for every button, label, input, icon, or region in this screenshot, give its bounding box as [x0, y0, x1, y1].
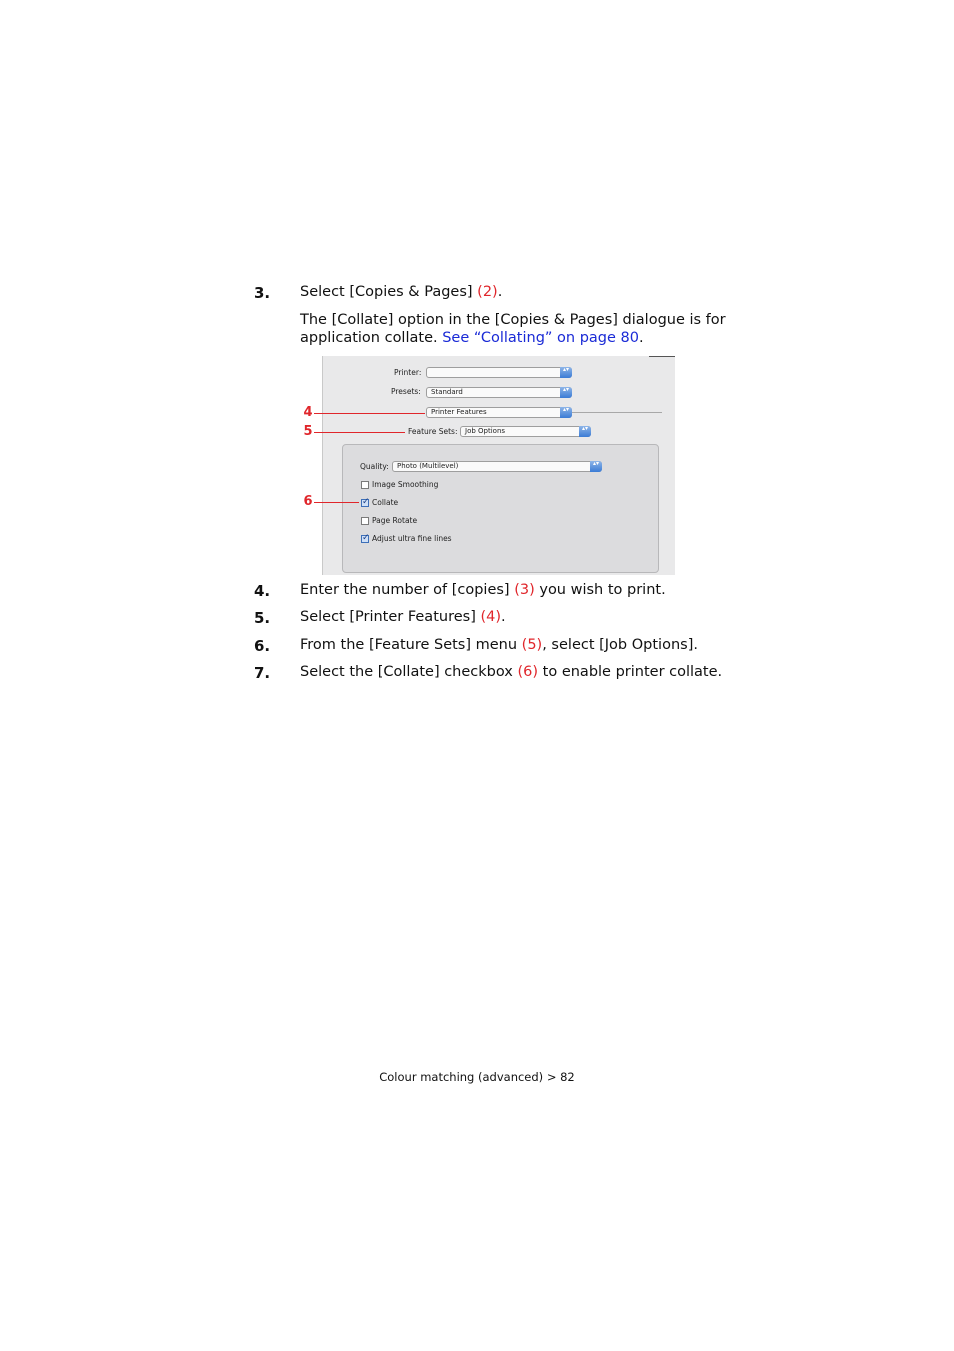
checkmark-icon: ✓ — [362, 533, 370, 543]
ref-2: (2) — [477, 284, 498, 300]
printer-popup[interactable] — [426, 367, 572, 378]
ref-4: (4) — [480, 609, 502, 625]
ref-5: (5) — [521, 637, 543, 653]
step-7-number: 7. — [254, 664, 271, 682]
page-footer: Colour matching (advanced) > 82 — [379, 1070, 575, 1084]
adjust-fine-lines-checkbox[interactable] — [361, 535, 369, 543]
callout-4: 4 — [303, 405, 313, 420]
checkmark-icon: ✓ — [362, 497, 370, 507]
popup-arrows-icon: ▴▾ — [590, 461, 602, 472]
step-5-text: Select [Printer Features] (4). — [300, 609, 506, 625]
ref-6: (6) — [517, 664, 539, 680]
step-3-number: 3. — [254, 284, 271, 302]
collate-note: The [Collate] option in the [Copies & Pages] dialogue is for application collate. See “Collating” on page 80. — [300, 312, 726, 346]
popup-arrows-icon: ▴▾ — [579, 426, 591, 437]
image-smoothing-checkbox[interactable] — [361, 481, 369, 489]
popup-arrows-icon: ▴▾ — [560, 407, 572, 418]
feature-sets-popup[interactable]: Job Options ▴▾ — [460, 426, 591, 437]
feature-sets-label: Feature Sets: — [408, 427, 458, 436]
step-4-number: 4. — [254, 582, 271, 600]
presets-label: Presets: — [391, 387, 421, 396]
pane-popup[interactable]: Printer Features ▴▾ — [426, 407, 572, 418]
job-options-group — [342, 444, 659, 573]
callout-5-line — [314, 432, 405, 433]
ref-3: (3) — [514, 582, 535, 598]
callout-4-line — [314, 413, 425, 414]
quality-label: Quality: — [360, 462, 389, 471]
step-5-number: 5. — [254, 609, 271, 627]
callout-6-line — [314, 502, 359, 503]
collate-checkbox[interactable] — [361, 499, 369, 507]
separator-line — [572, 412, 662, 413]
step-6-number: 6. — [254, 637, 271, 655]
collate-label: Collate — [372, 498, 399, 507]
divider — [649, 356, 675, 357]
callout-5: 5 — [303, 424, 313, 439]
print-dialog-screenshot — [322, 356, 675, 575]
printer-label: Printer: — [394, 368, 422, 377]
quality-popup[interactable]: Photo (Multilevel) ▴▾ — [392, 461, 602, 472]
callout-6: 6 — [303, 494, 313, 509]
image-smoothing-label: Image Smoothing — [372, 480, 439, 489]
step-6-text: From the [Feature Sets] menu (5), select [Job Options]. — [300, 637, 698, 653]
step-7-text: Select the [Collate] checkbox (6) to enable printer collate. — [300, 664, 723, 680]
step-3-text: Select [Copies & Pages] (2). — [300, 284, 503, 300]
presets-popup[interactable]: Standard ▴▾ — [426, 387, 572, 398]
page-rotate-label: Page Rotate — [372, 516, 418, 525]
page-rotate-checkbox[interactable] — [361, 517, 369, 525]
step-4-text: Enter the number of [copies] (3) you wish to print. — [300, 582, 666, 598]
adjust-fine-lines-label: Adjust ultra fine lines — [372, 534, 452, 543]
popup-arrows-icon: ▴▾ — [560, 367, 572, 378]
popup-arrows-icon: ▴▾ — [560, 387, 572, 398]
collating-link[interactable]: See “Collating” on page 80 — [442, 330, 639, 346]
